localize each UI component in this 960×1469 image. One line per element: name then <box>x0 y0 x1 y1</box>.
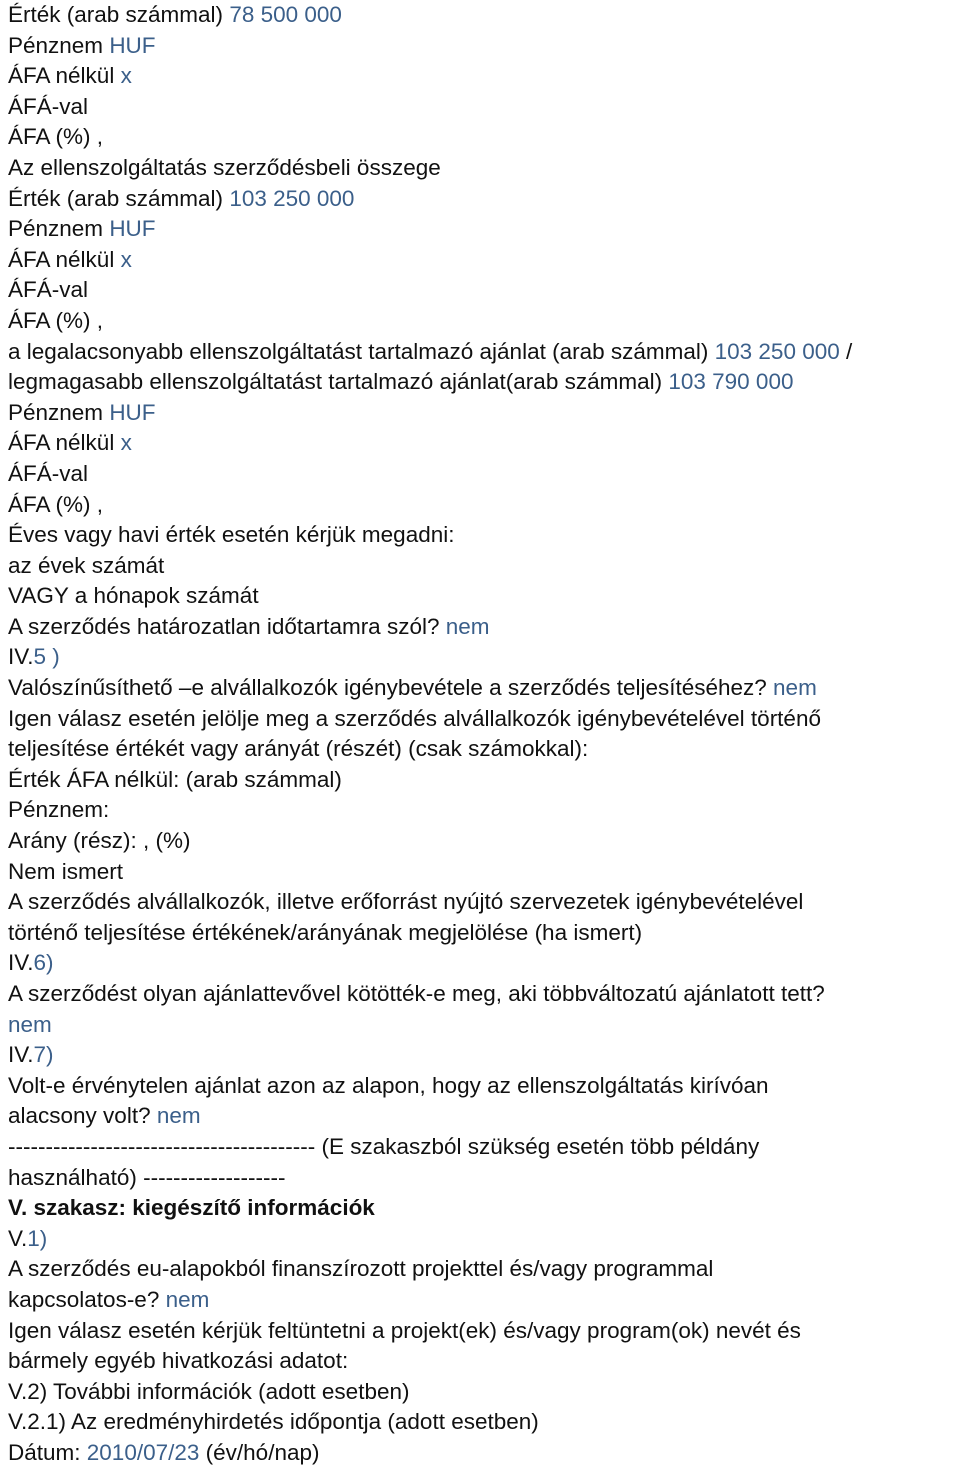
field-value: nem <box>156 1103 201 1129</box>
field-label: A szerződés határozatlan időtartamra szól? <box>8 613 446 639</box>
field-label: V.2.1) Az eredményhirdetés időpontja (adott esetben) <box>8 1409 539 1435</box>
field-label: IV. <box>8 644 34 670</box>
text-line <box>8 948 952 979</box>
text-line <box>8 92 952 123</box>
field-label: A szerződést olyan ajánlattevővel kötötték-e meg, aki többváltozatú ajánlatott tett? <box>8 981 825 1006</box>
text-line <box>8 490 952 521</box>
field-value: 78 500 000 <box>229 2 342 27</box>
field-label: VAGY a hónapok számát <box>8 583 259 609</box>
text-line <box>8 1040 952 1071</box>
text-line <box>8 1346 952 1377</box>
text-line <box>8 918 952 949</box>
field-value: 103 250 000 <box>714 338 840 364</box>
text-line <box>8 887 952 918</box>
field-label: bármely egyéb hivatkozási adatot: <box>8 1348 349 1374</box>
field-label: Valószínűsíthető –e alvállalkozók igénybevétele a szerződés teljesítéséhez? <box>8 675 774 701</box>
text-line <box>8 979 952 1010</box>
field-value: 7) <box>33 1042 54 1068</box>
text-line <box>8 581 952 612</box>
field-label: Pénznem <box>8 399 110 425</box>
field-value: nem <box>773 675 817 701</box>
text-line <box>8 337 952 368</box>
field-value: nem <box>8 1011 52 1037</box>
field-label: Dátum: <box>8 1439 87 1465</box>
text-line <box>8 306 952 337</box>
field-value: 103 790 000 <box>668 369 794 395</box>
field-label: A szerződés eu-alapokból finanszírozott projekttel és/vagy programmal <box>8 1256 714 1282</box>
text-line <box>8 1163 952 1194</box>
field-label: ÁFA (%) , <box>8 124 104 150</box>
field-label: ÁFA nélkül <box>8 63 121 89</box>
field-label: a legalacsonyabb ellenszolgáltatást tartalmazó ajánlat (arab számmal) <box>8 338 715 364</box>
field-label: legmagasabb ellenszolgáltatást tartalmazó ajánlat(arab számmal) <box>8 369 669 395</box>
field-value: nem <box>445 613 490 639</box>
text-line <box>8 61 952 92</box>
text-line <box>8 1193 952 1224</box>
field-label: Arány (rész): , (%) <box>8 828 191 854</box>
text-line <box>8 704 952 735</box>
field-label: ----------------------------------------- (E szakaszból szükség esetén több példány <box>8 1133 760 1159</box>
field-label: ÁFÁ-val <box>8 277 89 303</box>
text-line <box>8 795 952 826</box>
field-label: ÁFÁ-val <box>8 93 89 119</box>
field-label: Érték (arab számmal) <box>8 2 230 27</box>
field-value: x <box>120 63 132 89</box>
text-line <box>8 428 952 459</box>
text-line <box>8 0 952 31</box>
field-value: 1) <box>27 1225 48 1251</box>
text-line <box>8 1316 952 1347</box>
text-line <box>8 275 952 306</box>
text-line <box>8 642 952 673</box>
text-line <box>8 1254 952 1285</box>
field-label: Az ellenszolgáltatás szerződésbeli összege <box>8 154 441 180</box>
text-line <box>8 245 952 276</box>
field-label: történő teljesítése értékének/arányának megjelölése (ha ismert) <box>8 919 643 945</box>
field-label: kapcsolatos-e? <box>8 1286 166 1312</box>
text-line <box>8 398 952 429</box>
field-label: Igen válasz esetén kérjük feltüntetni a projekt(ek) és/vagy program(ok) nevét és <box>8 1317 801 1343</box>
text-line <box>8 1407 952 1438</box>
field-label: Érték ÁFA nélkül: (arab számmal) <box>8 766 342 792</box>
field-label: / <box>839 338 853 364</box>
text-line <box>8 612 952 643</box>
field-label: IV. <box>8 950 34 976</box>
field-value: HUF <box>109 216 156 242</box>
field-label: ÁFA nélkül <box>8 430 121 456</box>
field-label: A szerződés alvállalkozók, illetve erőforrást nyújtó szervezetek igénybevételével <box>8 889 804 915</box>
text-line <box>8 673 952 704</box>
text-line <box>8 153 952 184</box>
text-line <box>8 551 952 582</box>
text-line <box>8 1224 952 1255</box>
field-label: Pénznem: <box>8 797 110 823</box>
text-line <box>8 459 952 490</box>
field-label: ÁFA (%) , <box>8 307 104 333</box>
field-label: ÁFA (%) , <box>8 491 104 517</box>
text-line <box>8 1010 952 1041</box>
text-line <box>8 31 952 62</box>
text-line <box>8 520 952 551</box>
section-heading: V. szakasz: kiegészítő információk <box>8 1195 375 1221</box>
text-line <box>8 122 952 153</box>
field-label: teljesítése értékét vagy arányát (részét) (csak számokkal): <box>8 736 589 762</box>
text-line <box>8 1132 952 1163</box>
field-value: HUF <box>109 399 156 425</box>
field-label: V.2) További információk (adott esetben) <box>8 1378 410 1404</box>
field-label: Pénznem <box>8 32 110 58</box>
text-line <box>8 826 952 857</box>
field-value: nem <box>165 1286 210 1312</box>
field-label: Nem ismert <box>8 858 124 884</box>
field-label: ÁFÁ-val <box>8 460 89 486</box>
field-label: ÁFA nélkül <box>8 246 121 272</box>
field-label: alacsony volt? <box>8 1103 157 1129</box>
field-label: IV. <box>8 1042 34 1068</box>
field-label: Igen válasz esetén jelölje meg a szerződés alvállalkozók igénybevételével történő <box>8 705 821 731</box>
text-line <box>8 1377 952 1408</box>
field-label: Pénznem <box>8 216 110 242</box>
text-line <box>8 184 952 215</box>
field-label: (év/hó/nap) <box>199 1439 320 1465</box>
text-line <box>8 1285 952 1316</box>
field-value: x <box>120 430 132 456</box>
text-line <box>8 765 952 796</box>
field-value: 103 250 000 <box>229 185 355 211</box>
field-label: használható) ------------------- <box>8 1164 286 1190</box>
field-label: Volt-e érvénytelen ajánlat azon az alapon, hogy az ellenszolgáltatás kirívóan <box>8 1072 769 1098</box>
field-value: x <box>120 246 132 272</box>
field-label: az évek számát <box>8 552 165 578</box>
field-label: Éves vagy havi érték esetén kérjük megadni: <box>8 522 455 548</box>
text-line <box>8 1101 952 1132</box>
field-label: Érték (arab számmal) <box>8 185 230 211</box>
field-label: V. <box>8 1225 28 1251</box>
text-line <box>8 367 952 398</box>
text-line <box>8 734 952 765</box>
text-line <box>8 857 952 888</box>
text-line <box>8 1071 952 1102</box>
text-line <box>8 214 952 245</box>
field-value: 5 ) <box>33 644 60 670</box>
field-value: 2010/07/23 <box>86 1439 200 1465</box>
field-value: HUF <box>109 32 156 58</box>
field-value: 6) <box>33 950 54 976</box>
